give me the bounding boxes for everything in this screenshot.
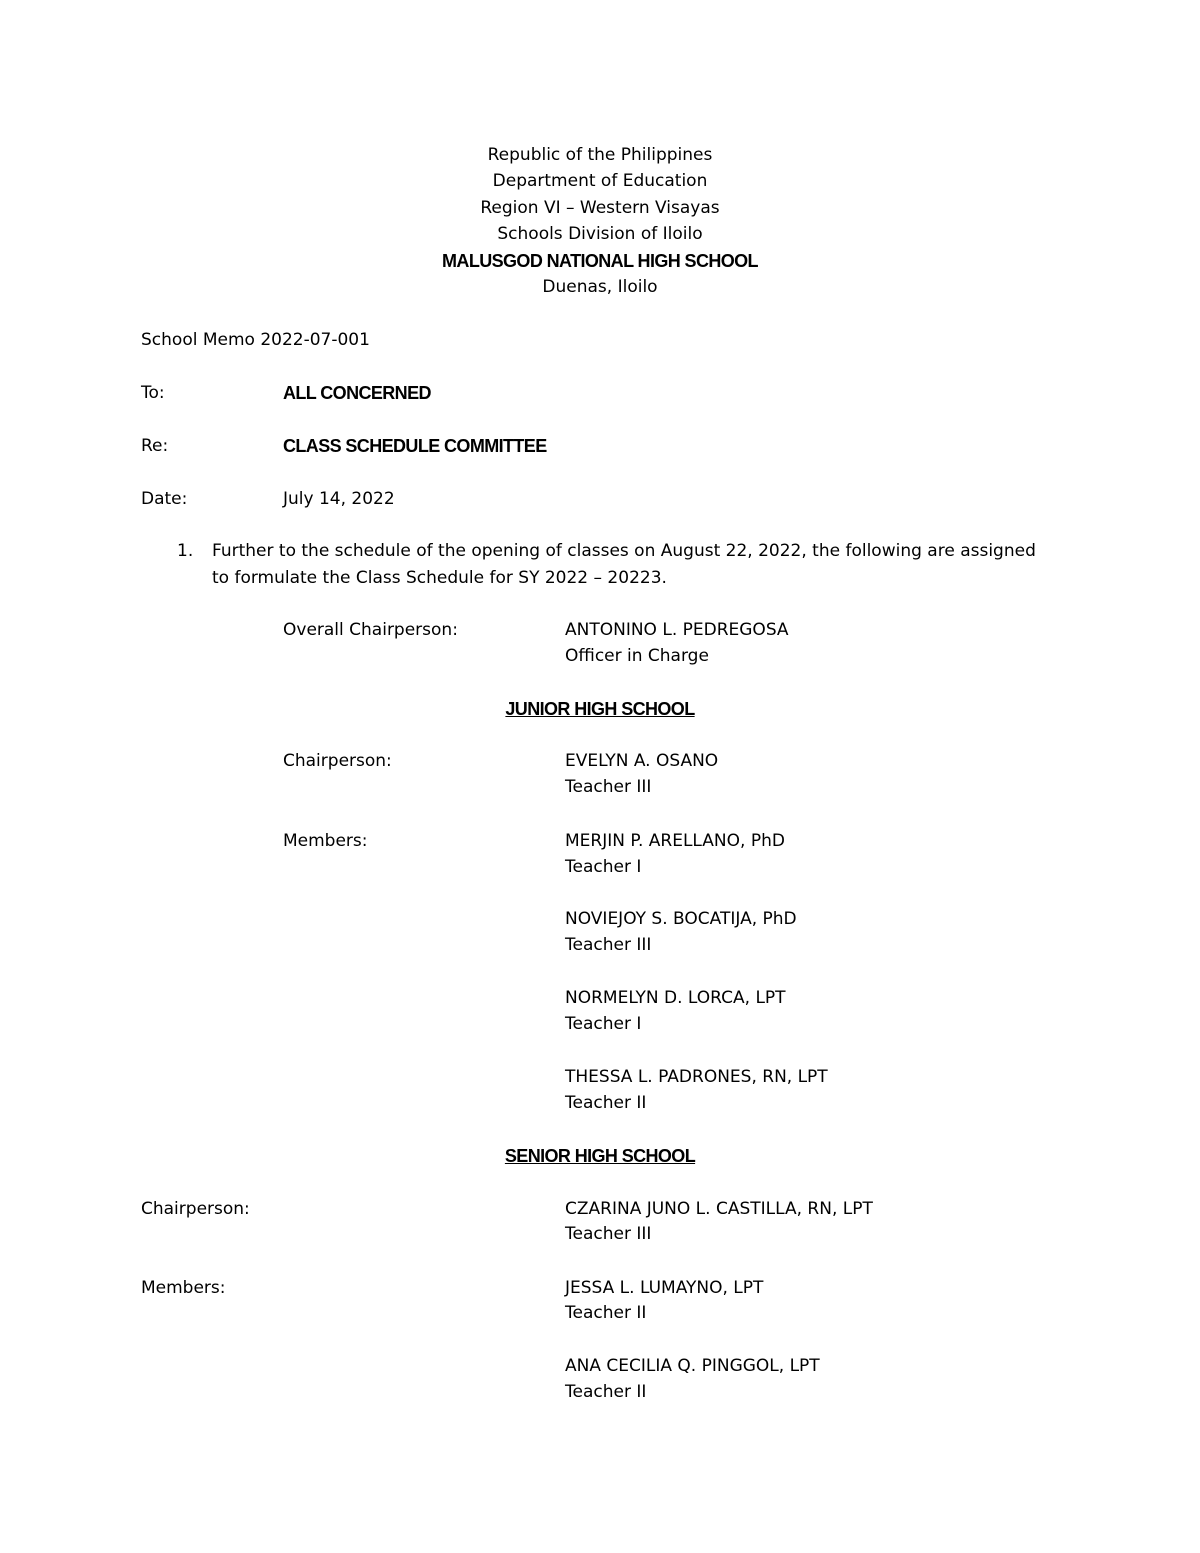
junior-member-name: NORMELYN D. LORCA, LPT <box>565 988 786 1008</box>
senior-chair-position: Teacher III <box>565 1224 652 1244</box>
to-label: To: <box>141 383 165 403</box>
senior-heading: SENIOR HIGH SCHOOL <box>504 1146 696 1166</box>
senior-chair-label: Chairperson: <box>141 1199 250 1219</box>
paragraph-line-1: Further to the schedule of the opening of classes on August 22, 2022, the following are assigned <box>212 541 1036 561</box>
header-region: Region VI – Western Visayas <box>480 198 720 218</box>
header-republic: Republic of the Philippines <box>487 145 713 165</box>
junior-heading: JUNIOR HIGH SCHOOL <box>505 699 695 719</box>
junior-members-label: Members: <box>283 831 368 851</box>
paragraph-line-2: to formulate the Class Schedule for SY 2022 – 20223. <box>212 568 667 588</box>
date-label: Date: <box>141 489 188 509</box>
senior-members-label: Members: <box>141 1278 226 1298</box>
overall-chair-label: Overall Chairperson: <box>283 620 458 640</box>
to-value: ALL CONCERNED <box>283 383 431 403</box>
junior-member-position: Teacher III <box>565 935 652 955</box>
junior-member-position: Teacher I <box>565 1014 642 1034</box>
senior-member-position: Teacher II <box>565 1382 647 1402</box>
re-value: CLASS SCHEDULE COMMITTEE <box>283 436 547 456</box>
header-division: Schools Division of Iloilo <box>497 224 703 244</box>
junior-chair-name: EVELYN A. OSANO <box>565 751 719 771</box>
item-number: 1. <box>177 541 194 561</box>
junior-chair-label: Chairperson: <box>283 751 392 771</box>
senior-member-name: JESSA L. LUMAYNO, LPT <box>565 1278 764 1298</box>
junior-member-name: NOVIEJOY S. BOCATIJA, PhD <box>565 909 797 929</box>
header-department: Department of Education <box>492 171 708 191</box>
school-name: MALUSGOD NATIONAL HIGH SCHOOL <box>442 251 758 271</box>
senior-member-position: Teacher II <box>565 1303 647 1323</box>
overall-chair-name: ANTONINO L. PEDREGOSA <box>565 620 789 640</box>
junior-member-name: MERJIN P. ARELLANO, PhD <box>565 831 785 851</box>
junior-member-position: Teacher I <box>565 857 642 877</box>
memo-number: School Memo 2022-07-001 <box>141 330 370 350</box>
senior-chair-name: CZARINA JUNO L. CASTILLA, RN, LPT <box>565 1199 873 1219</box>
senior-member-name: ANA CECILIA Q. PINGGOL, LPT <box>565 1356 820 1376</box>
junior-member-position: Teacher II <box>565 1093 647 1113</box>
overall-chair-position: Officer in Charge <box>565 646 709 666</box>
date-value: July 14, 2022 <box>283 489 395 509</box>
school-location: Duenas, Iloilo <box>542 277 658 297</box>
junior-member-name: THESSA L. PADRONES, RN, LPT <box>565 1067 828 1087</box>
junior-chair-position: Teacher III <box>565 777 652 797</box>
re-label: Re: <box>141 436 169 456</box>
